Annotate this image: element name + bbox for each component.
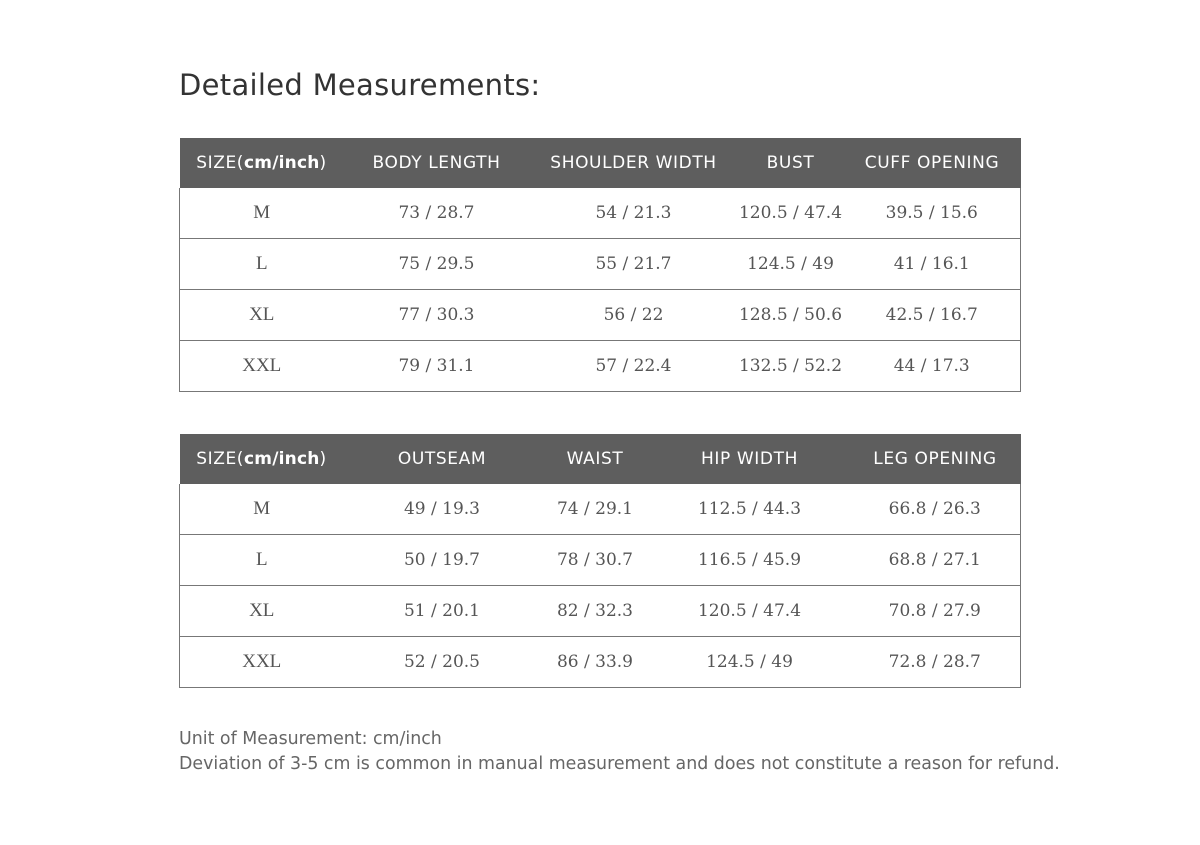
value-cell: 112.5 / 44.3 xyxy=(650,484,850,535)
size-column-header xyxy=(180,138,344,188)
value-cell: 50 / 19.7 xyxy=(344,535,541,586)
top-measurements-table xyxy=(179,138,1021,392)
table-row xyxy=(180,188,1021,239)
size-cell: XL xyxy=(180,586,344,637)
size-cell: L xyxy=(180,535,344,586)
value-cell: 68.8 / 27.1 xyxy=(850,535,1021,586)
size-cell: M xyxy=(180,188,344,239)
value-cell: 78 / 30.7 xyxy=(541,535,650,586)
value-cell: 124.5 / 49 xyxy=(738,239,844,290)
column-header-hip-width: HIP WIDTH xyxy=(650,434,850,484)
size-header-close: ) xyxy=(319,449,327,469)
size-cell: M xyxy=(180,484,344,535)
column-header-outseam: OUTSEAM xyxy=(344,434,541,484)
value-cell: 57 / 22.4 xyxy=(530,341,738,392)
value-cell: 44 / 17.3 xyxy=(844,341,1021,392)
column-header-cuff-opening: CUFF OPENING xyxy=(844,138,1021,188)
column-header-body-length: BODY LENGTH xyxy=(344,138,530,188)
value-cell: 49 / 19.3 xyxy=(344,484,541,535)
size-header-unit: cm/inch xyxy=(244,449,320,469)
size-column-header xyxy=(180,434,344,484)
value-cell: 56 / 22 xyxy=(530,290,738,341)
deviation-note: Deviation of 3-5 cm is common in manual measurement and does not constitute a reason for refund. xyxy=(179,754,1060,774)
size-header-close: ) xyxy=(319,153,327,173)
column-header-leg-opening: LEG OPENING xyxy=(850,434,1021,484)
unit-note: Unit of Measurement: cm/inch xyxy=(179,729,442,749)
table-row xyxy=(180,586,1021,637)
value-cell: 128.5 / 50.6 xyxy=(738,290,844,341)
value-cell: 120.5 / 47.4 xyxy=(650,586,850,637)
value-cell: 51 / 20.1 xyxy=(344,586,541,637)
column-header-shoulder-width: SHOULDER WIDTH xyxy=(530,138,738,188)
value-cell: 79 / 31.1 xyxy=(344,341,530,392)
size-cell: L xyxy=(180,239,344,290)
measurement-notes xyxy=(179,727,1060,777)
value-cell: 86 / 33.9 xyxy=(541,637,650,688)
value-cell: 116.5 / 45.9 xyxy=(650,535,850,586)
value-cell: 82 / 32.3 xyxy=(541,586,650,637)
size-header-label: SIZE( xyxy=(196,153,245,173)
value-cell: 52 / 20.5 xyxy=(344,637,541,688)
value-cell: 72.8 / 28.7 xyxy=(850,637,1021,688)
table-row xyxy=(180,535,1021,586)
value-cell: 77 / 30.3 xyxy=(344,290,530,341)
value-cell: 74 / 29.1 xyxy=(541,484,650,535)
value-cell: 66.8 / 26.3 xyxy=(850,484,1021,535)
size-header-label: SIZE( xyxy=(196,449,245,469)
value-cell: 120.5 / 47.4 xyxy=(738,188,844,239)
table-row xyxy=(180,637,1021,688)
value-cell: 41 / 16.1 xyxy=(844,239,1021,290)
table-row xyxy=(180,484,1021,535)
column-header-bust: BUST xyxy=(738,138,844,188)
value-cell: 132.5 / 52.2 xyxy=(738,341,844,392)
bottom-measurements-table xyxy=(179,434,1021,688)
value-cell: 54 / 21.3 xyxy=(530,188,738,239)
table-header-row xyxy=(180,138,1021,188)
table-row xyxy=(180,290,1021,341)
size-cell: XXL xyxy=(180,637,344,688)
value-cell: 75 / 29.5 xyxy=(344,239,530,290)
value-cell: 39.5 / 15.6 xyxy=(844,188,1021,239)
value-cell: 55 / 21.7 xyxy=(530,239,738,290)
table-row xyxy=(180,341,1021,392)
size-cell: XL xyxy=(180,290,344,341)
value-cell: 73 / 28.7 xyxy=(344,188,530,239)
value-cell: 42.5 / 16.7 xyxy=(844,290,1021,341)
table-header-row xyxy=(180,434,1021,484)
table-row xyxy=(180,239,1021,290)
value-cell: 70.8 / 27.9 xyxy=(850,586,1021,637)
size-cell: XXL xyxy=(180,341,344,392)
column-header-waist: WAIST xyxy=(541,434,650,484)
value-cell: 124.5 / 49 xyxy=(650,637,850,688)
page-title: Detailed Measurements: xyxy=(179,68,541,102)
size-header-unit: cm/inch xyxy=(244,153,320,173)
